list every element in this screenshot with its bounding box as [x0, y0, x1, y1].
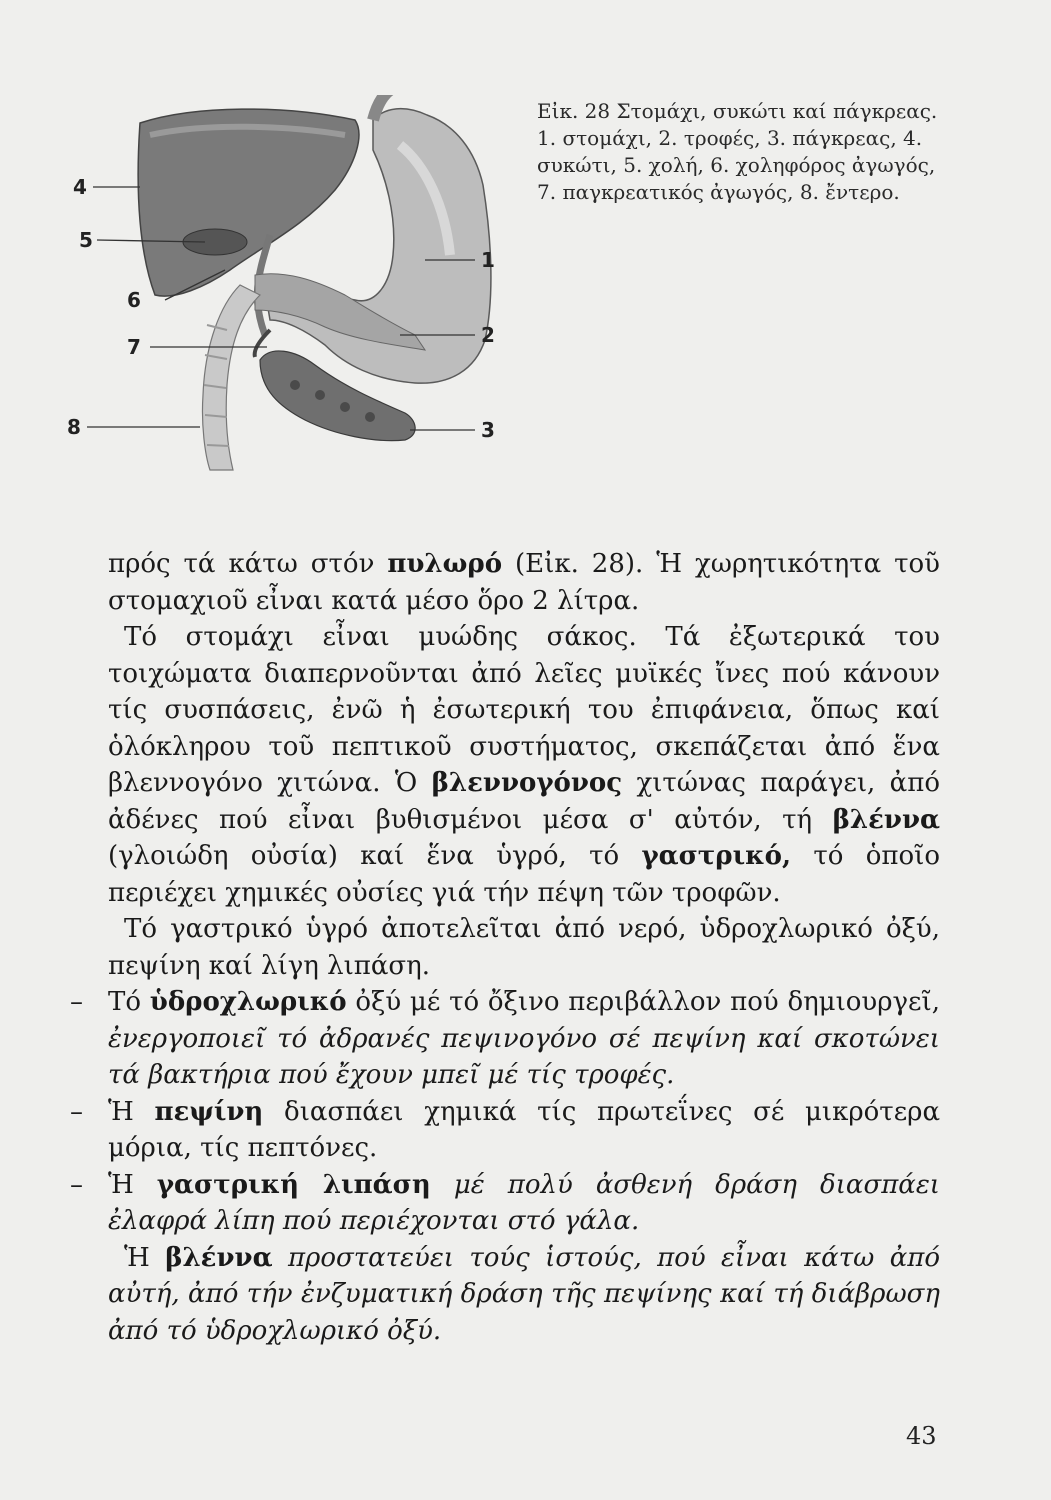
label-7: 7: [127, 335, 141, 359]
label-3: 3: [481, 418, 495, 442]
label-6: 6: [127, 288, 141, 312]
paragraph-1: πρός τά κάτω στόν πυλωρό (Εἰκ. 28). Ἡ χωρητικότητα τοῦ στομαχιοῦ εἶναι κατά μέσο ὅρο 2 λίτρα.: [108, 549, 940, 616]
label-2: 2: [481, 323, 495, 347]
anatomy-figure: [55, 95, 525, 475]
label-4: 4: [73, 175, 87, 199]
caption-legend: 1. στομάχι, 2. τροφές, 3. πάγκρεας, 4. συκώτι, 5. χολή, 6. χοληφόρος ἀγωγός, 7. παγκρεατικός ἀγωγός, 8. ἔντερο.: [537, 126, 936, 204]
bullet-lipase: – Ἡ γαστρική λιπάση μέ πολύ ἀσθενή δράση διασπάει ἐλαφρά λίπη πού περιέχονται στό γάλα.: [70, 1169, 941, 1236]
term-lipase: γαστρική λιπάση: [156, 1169, 431, 1200]
term-mucus-2: βλέννα: [165, 1242, 273, 1273]
label-8: 8: [67, 415, 81, 439]
term-gastric: γαστρικό,: [641, 841, 792, 871]
liver-shape: [138, 109, 359, 296]
intestine-shape: [202, 285, 260, 470]
label-5: 5: [79, 228, 93, 252]
digestive-organs-illustration: [55, 95, 525, 475]
term-pepsin: πεψίνη: [154, 1096, 264, 1127]
caption-title: Εἰκ. 28 Στομάχι, συκώτι καί πάγκρεας.: [537, 99, 938, 123]
term-mucus: βλέννα: [832, 804, 940, 835]
label-1: 1: [481, 248, 495, 272]
figure-caption: [537, 98, 947, 206]
paragraph-3: Τό γαστρικό ὑγρό ἀποτελεῖται ἀπό νερό, ὑδροχλωρικό ὀξύ, πεψίνη καί λίγη λιπάση.: [108, 914, 940, 981]
body-text: [70, 546, 941, 1349]
bullet-pepsin: – Ἡ πεψίνη διασπάει χημικά τίς πρωτεΐνες σέ μικρότερα μόρια, τίς πεπτόνες.: [70, 1096, 941, 1163]
term-hydrochloric: ὑδροχλωρικό: [149, 987, 347, 1017]
paragraph-2: Τό στομάχι εἶναι μυώδης σάκος. Τά ἐξωτερικά του τοιχώματα διαπερνοῦνται ἀπό λεῖες μυϊκές ἴνες πού κάνουν τίς συσπάσεις, ἐνῶ ἡ ἐσωτερική του ἐπιφάνεια, ὅπως καί ὁλόκληρου τοῦ πεπτικοῦ συστήματος, σκεπάζεται ἀπό ἕνα βλεννογόνο χιτώνα. Ὁ βλεννογόνος χιτώνας παράγει, ἀπό ἀδένες πού εἶναι βυθισμένοι μέσα σ' αὐτόν, τή βλέννα (γλοιώδη οὐσία) καί ἕνα ὑγρό, τό γαστρικό, τό ὁποῖο περιέχει χημικές οὐσίες γιά τήν πέψη τῶν τροφῶν.: [108, 622, 940, 908]
bullet-hydrochloric: – Τό ὑδροχλωρικό ὀξύ μέ τό ὄξινο περιβάλλον πού δημιουργεῖ, ἐνεργοποιεῖ τό ἀδρανές πεψινογόνο σέ πεψίνη καί σκοτώνει τά βακτήρια πού ἔχουν μπεῖ μέ τίς τροφές.: [70, 987, 940, 1090]
paragraph-4: Ἡ βλέννα προστατεύει τούς ἱστούς, πού εἶναι κάτω ἀπό αὐτή, ἀπό τήν ἐνζυματική δράση τῆς πεψίνης καί τή διάβρωση ἀπό τό ὑδροχλωρικό ὀξύ.: [108, 1242, 940, 1346]
term-mucosa: βλεννογόνος: [431, 768, 623, 798]
term-pylorus: πυλωρό: [387, 549, 503, 579]
page-number: 43: [906, 1422, 937, 1450]
